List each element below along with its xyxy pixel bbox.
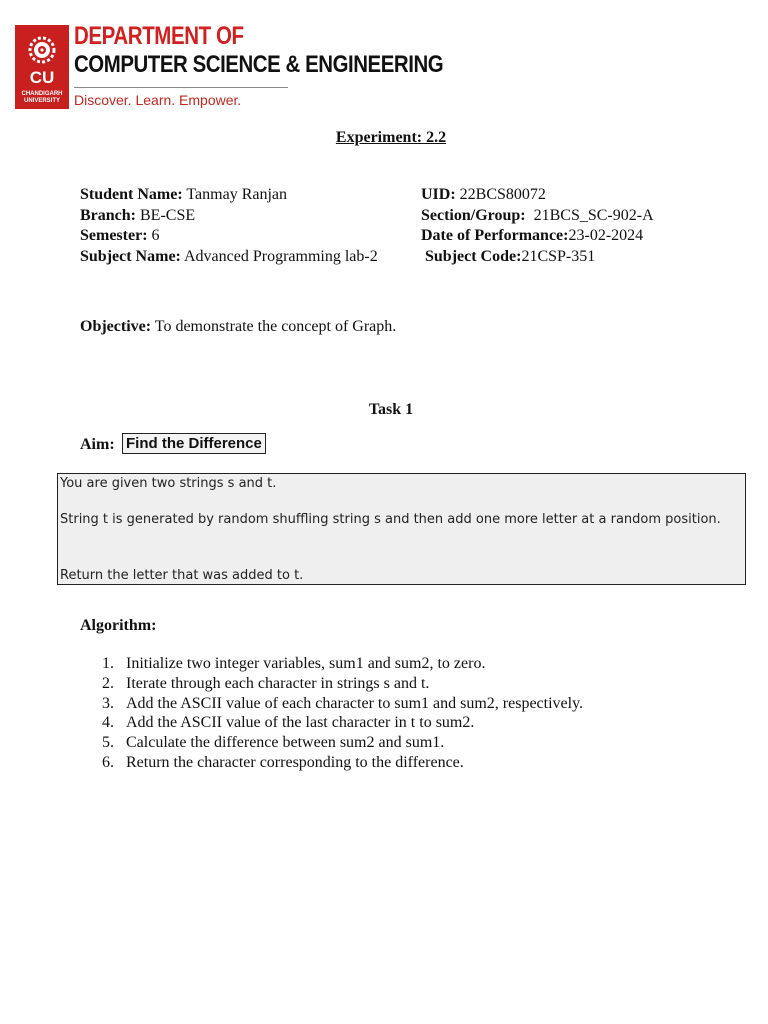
step-number: 1. — [102, 655, 114, 672]
date-value: 23-02-2024 — [568, 227, 644, 245]
subject-code-label: Subject Code: — [425, 248, 522, 266]
branch-row — [80, 206, 378, 227]
section-label: Section/Group: — [421, 206, 526, 224]
problem-statement — [57, 473, 746, 585]
algorithm-steps — [80, 654, 583, 773]
tagline-divider — [74, 87, 288, 88]
section-value: 21BCS_SC-902-A — [533, 206, 654, 224]
aim-text: Find the Difference — [122, 433, 266, 454]
algorithm-step — [80, 654, 583, 674]
subject-name-value: Advanced Programming lab-2 — [184, 248, 378, 266]
objective-text: To demonstrate the concept of Graph. — [154, 318, 397, 335]
step-text: Iterate through each character in strings s and t. — [126, 674, 430, 692]
problem-line: Return the letter that was added to t. — [60, 568, 304, 583]
tagline: Discover. Learn. Empower. — [74, 92, 242, 108]
logo-subtext: CHANDIGARH UNIVERSITY — [21, 91, 63, 104]
student-info-left — [80, 185, 378, 268]
algorithm-step — [80, 694, 583, 714]
section-row — [421, 206, 654, 227]
date-label: Date of Performance: — [421, 227, 569, 245]
subject-code-row — [421, 247, 654, 268]
task-title: Task 1 — [368, 401, 414, 418]
step-number: 5. — [102, 734, 114, 752]
step-number: 3. — [102, 694, 114, 712]
step-number: 2. — [102, 674, 114, 692]
uid-row — [421, 185, 654, 206]
step-text: Calculate the difference between sum2 and sum1. — [126, 734, 445, 752]
algorithm-title: Algorithm: — [80, 617, 157, 634]
objective — [80, 318, 396, 336]
branch-label: Branch: — [80, 206, 136, 224]
branch-value: BE-CSE — [140, 206, 196, 224]
step-text: Add the ASCII value of the last character in t to sum2. — [126, 714, 475, 732]
uid-value: 22BCS80072 — [459, 186, 546, 203]
step-text: Return the character corresponding to the difference. — [126, 753, 464, 771]
subject-name-row — [80, 247, 378, 268]
date-row — [421, 226, 654, 247]
uid-label: UID: — [421, 186, 456, 203]
student-name-row — [80, 185, 378, 206]
student-info-right — [421, 185, 654, 268]
logo-text: CU — [29, 68, 55, 87]
department-title-line1: DEPARTMENT OF — [74, 22, 244, 50]
gear-emblem-icon — [22, 31, 62, 69]
department-header — [15, 22, 444, 112]
department-title-line2: COMPUTER SCIENCE & ENGINEERING — [74, 51, 444, 78]
algorithm-step — [80, 713, 583, 733]
objective-label: Objective: — [80, 318, 152, 335]
student-name-label: Student Name: — [80, 186, 183, 203]
experiment-title: Experiment: 2.2 — [335, 129, 447, 146]
semester-label: Semester: — [80, 227, 148, 245]
subject-code-value: 21CSP-351 — [521, 248, 596, 266]
university-logo — [15, 25, 69, 109]
subject-name-label: Subject Name: — [80, 248, 181, 266]
step-number: 4. — [102, 714, 114, 732]
algorithm-step — [80, 733, 583, 753]
algorithm-step — [80, 753, 583, 773]
step-text: Initialize two integer variables, sum1 and sum2, to zero. — [126, 655, 486, 672]
problem-line: You are given two strings s and t. — [60, 476, 277, 491]
semester-row — [80, 226, 378, 247]
aim-label: Aim: — [80, 436, 115, 453]
step-number: 6. — [102, 753, 114, 771]
problem-line: String t is generated by random shuffling string s and then add one more letter at a random position. — [60, 512, 721, 527]
student-name-value: Tanmay Ranjan — [186, 186, 288, 203]
step-text: Add the ASCII value of each character to sum1 and sum2, respectively. — [126, 694, 584, 712]
semester-value: 6 — [151, 227, 160, 245]
algorithm-step — [80, 674, 583, 694]
